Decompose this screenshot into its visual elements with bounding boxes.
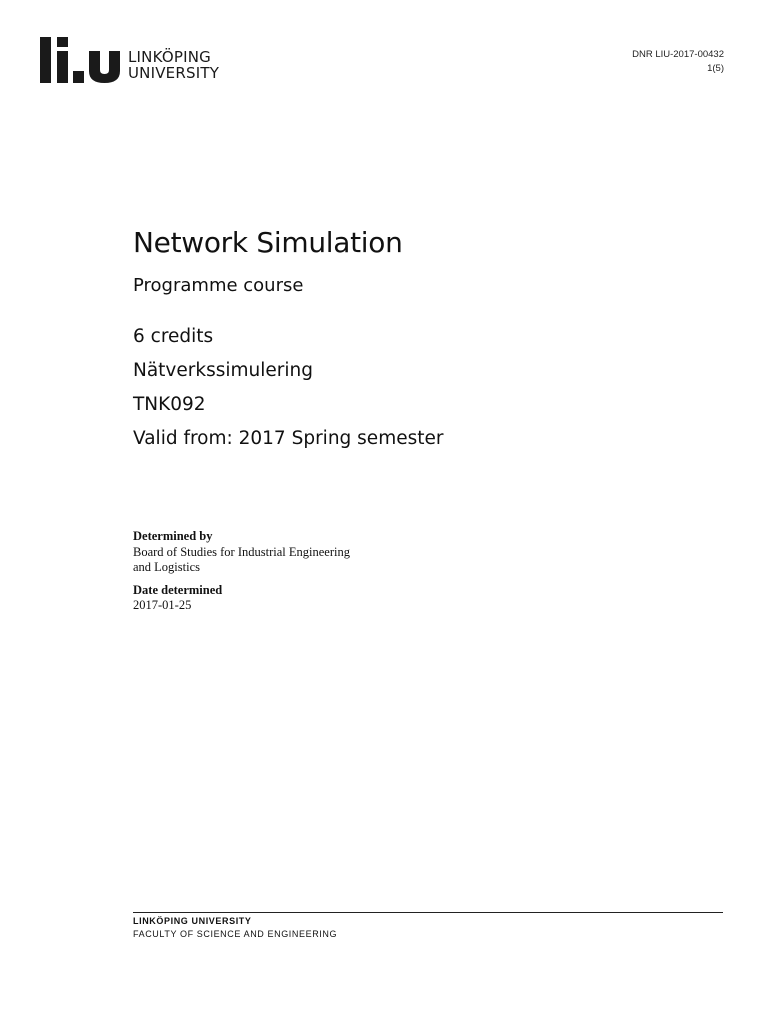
- course-valid-from: Valid from: 2017 Spring semester: [133, 428, 444, 449]
- determined-by-group: [133, 529, 350, 576]
- date-determined-label: Date determined: [133, 582, 223, 597]
- determined-by-label: Determined by: [133, 529, 213, 543]
- determined-by-line-1: Board of Studies for Industrial Engineering: [133, 544, 350, 559]
- course-title-block: [133, 224, 443, 456]
- course-credits: 6 credits: [133, 326, 214, 347]
- course-title: Network Simulation: [133, 226, 403, 259]
- page-number: 1(5): [707, 63, 724, 74]
- footer-university: LINKÖPING UNIVERSITY: [133, 916, 252, 926]
- course-swedish-title: Nätverkssimulering: [133, 360, 313, 381]
- course-code: TNK092: [133, 394, 206, 415]
- document-meta: [632, 48, 724, 76]
- footer-divider: [133, 912, 723, 913]
- determination-info: [133, 529, 350, 621]
- liu-logo-mark-icon: [40, 37, 124, 85]
- logo-wordmark: [128, 49, 219, 81]
- page-footer: [133, 915, 337, 941]
- course-type: Programme course: [133, 275, 304, 296]
- date-determined-group: [133, 583, 350, 614]
- university-logo: [40, 37, 240, 87]
- logo-line-1: LINKÖPING: [128, 48, 211, 66]
- dnr-number: DNR LIU-2017-00432: [632, 49, 724, 60]
- logo-line-2: UNIVERSITY: [128, 64, 220, 82]
- date-determined-value: 2017-01-25: [133, 598, 192, 612]
- determined-by-line-2: and Logistics: [133, 560, 201, 574]
- footer-faculty: FACULTY OF SCIENCE AND ENGINEERING: [133, 929, 338, 939]
